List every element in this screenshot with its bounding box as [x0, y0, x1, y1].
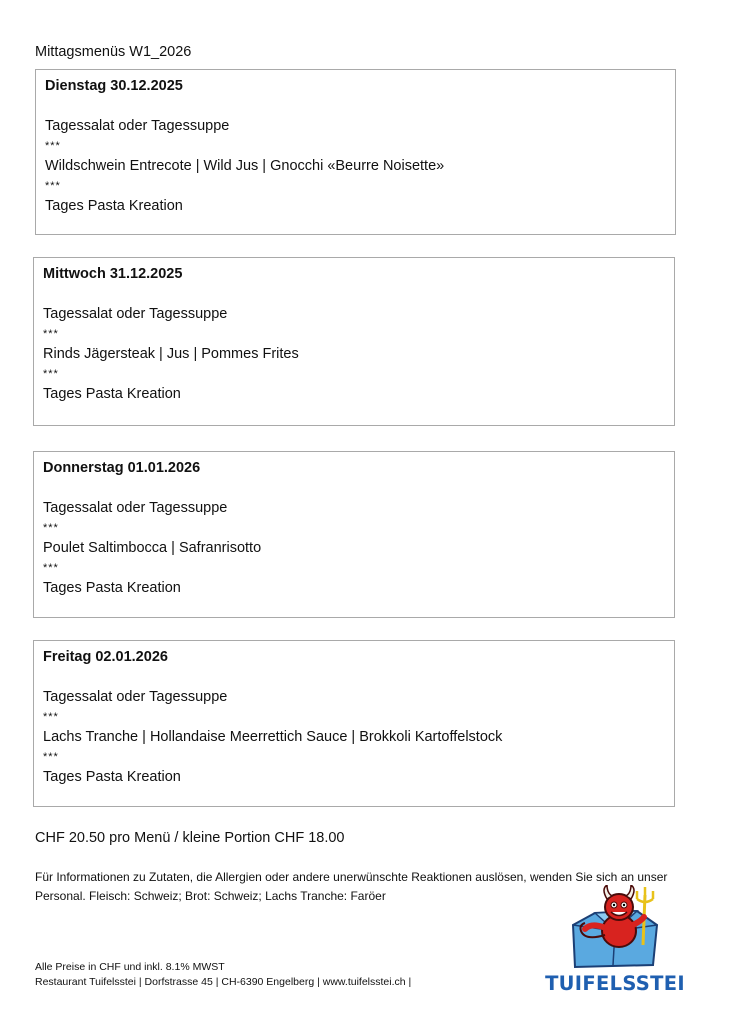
- starter-line: Tagessalat oder Tagessuppe: [43, 500, 228, 516]
- menu-box-dienstag: [35, 69, 676, 235]
- main-course-line: Wildschwein Entrecote | Wild Jus | Gnocchi «Beurre Noisette»: [45, 158, 445, 174]
- pasta-line: Tages Pasta Kreation: [43, 386, 181, 402]
- day-title: Dienstag 30.12.2025: [45, 78, 183, 94]
- devil-mascot-icon: [545, 885, 685, 971]
- day-title: Mittwoch 31.12.2025: [43, 266, 183, 282]
- separator: ***: [45, 140, 61, 152]
- menu-box-freitag: [33, 640, 675, 807]
- main-course-line: Poulet Saltimbocca | Safranrisotto: [43, 540, 262, 556]
- main-course-line: Lachs Tranche | Hollandaise Meerrettich Sauce | Brokkoli Kartoffelstock: [43, 729, 503, 745]
- pasta-line: Tages Pasta Kreation: [45, 198, 183, 214]
- separator: ***: [43, 711, 59, 723]
- starter-line: Tagessalat oder Tagessuppe: [45, 118, 230, 134]
- day-title: Donnerstag 01.01.2026: [43, 460, 201, 476]
- separator: ***: [43, 522, 59, 534]
- pasta-line: Tages Pasta Kreation: [43, 769, 181, 785]
- menu-box-mittwoch: [33, 257, 675, 426]
- vat-note: Alle Preise in CHF und inkl. 8.1% MWST: [35, 961, 225, 973]
- starter-line: Tagessalat oder Tagessuppe: [43, 689, 228, 705]
- separator: ***: [43, 328, 59, 340]
- pasta-line: Tages Pasta Kreation: [43, 580, 181, 596]
- menu-box-donnerstag: [33, 451, 675, 618]
- day-title: Freitag 02.01.2026: [43, 649, 168, 665]
- separator: ***: [43, 368, 59, 380]
- restaurant-address: Restaurant Tuifelsstei | Dorfstrasse 45 | CH-6390 Engelberg | www.tuifelsstei.ch |: [35, 976, 412, 988]
- restaurant-logo: [545, 885, 685, 995]
- document-title: Mittagsmenüs W1_2026: [35, 44, 192, 60]
- main-course-line: Rinds Jägersteak | Jus | Pommes Frites: [43, 346, 299, 362]
- separator: ***: [43, 751, 59, 763]
- footer: [35, 960, 411, 990]
- price-line: CHF 20.50 pro Menü / kleine Portion CHF 18.00: [35, 830, 345, 846]
- logo-wordmark: TUIFELSSTEI: [545, 972, 685, 995]
- separator: ***: [43, 562, 59, 574]
- separator: ***: [45, 180, 61, 192]
- starter-line: Tagessalat oder Tagessuppe: [43, 306, 228, 322]
- allergen-info: Für Informationen zu Zutaten, die Allergien oder andere unerwünschte Reaktionen auslösen, wenden Sie sich an unser Personal. Fleisch: Schweiz; Brot: Schweiz; Lachs Tranche: Faröer: [35, 870, 668, 903]
